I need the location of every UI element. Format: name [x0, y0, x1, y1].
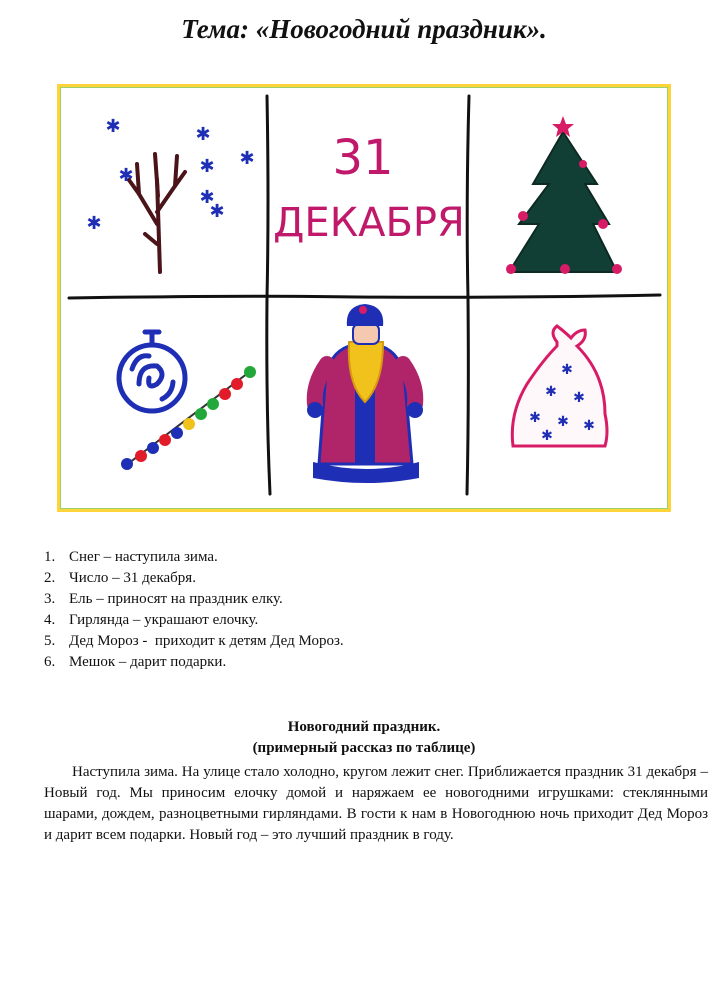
svg-text:✱: ✱	[118, 165, 134, 186]
svg-text:✱: ✱	[573, 390, 585, 406]
toys-garland-picture	[119, 332, 256, 470]
svg-text:✱: ✱	[105, 116, 121, 137]
association-list	[44, 547, 344, 673]
svg-text:✱: ✱	[199, 187, 215, 208]
list-item: 1. Снег – наступила зима.	[44, 549, 218, 565]
date-picture	[273, 130, 465, 246]
snowflake-icons	[86, 116, 254, 234]
ornament-ball-icon	[119, 332, 185, 411]
picture-table	[57, 84, 671, 512]
fir-tree-icon	[509, 132, 617, 272]
list-item: 3. Ель – приносят на праздник елку.	[44, 591, 283, 607]
ded-moroz-picture	[307, 304, 423, 483]
ded-moroz-icon	[307, 304, 423, 483]
svg-text:✱: ✱	[583, 418, 595, 434]
svg-text:✱: ✱	[557, 414, 569, 430]
svg-text:✱: ✱	[239, 148, 255, 169]
svg-text:✱: ✱	[195, 124, 211, 145]
svg-text:✱: ✱	[529, 410, 541, 426]
date-number: 31	[332, 130, 394, 186]
gift-sack-picture	[512, 326, 607, 446]
list-item: 6. Мешок – дарит подарки.	[44, 654, 227, 670]
svg-text:✱: ✱	[199, 156, 215, 177]
page-title: Тема: «Новогодний праздник».	[181, 14, 547, 44]
list-item: 2. Число – 31 декабря.	[44, 570, 196, 586]
story-text: Наступила зима. На улице стало холодно, кругом лежит снег. Приближается праздник 31 декабря – Новый год. Мы приносим елочку домой и наряжаем ее новогодними игрушками: стеклянными шарами, дождем, разноцветными гирляндами. В гости к нам в Новогоднюю ночь приходит Дед Мороз и дарит всем подарки. Новый год – это лучший праздник в году.	[44, 764, 708, 843]
story-title: Новогодний праздник.	[287, 719, 441, 735]
story-subtitle: (примерный рассказ по таблице)	[252, 740, 476, 756]
svg-text:✱: ✱	[545, 384, 557, 400]
svg-text:✱: ✱	[541, 428, 553, 444]
gift-sack-icon	[512, 326, 607, 446]
date-month: ДЕКАБРЯ	[273, 200, 465, 246]
snow-tree-picture	[86, 116, 254, 272]
fir-tree-picture	[506, 116, 622, 274]
bare-tree-icon	[129, 154, 185, 272]
svg-text:✱: ✱	[86, 213, 102, 234]
list-item: 4. Гирлянда – украшают елочку.	[44, 612, 259, 628]
svg-text:✱: ✱	[561, 362, 573, 378]
list-item: 5. Дед Мороз - приходит к детям Дед Мороз.	[44, 633, 344, 649]
svg-text:✱: ✱	[209, 201, 225, 222]
